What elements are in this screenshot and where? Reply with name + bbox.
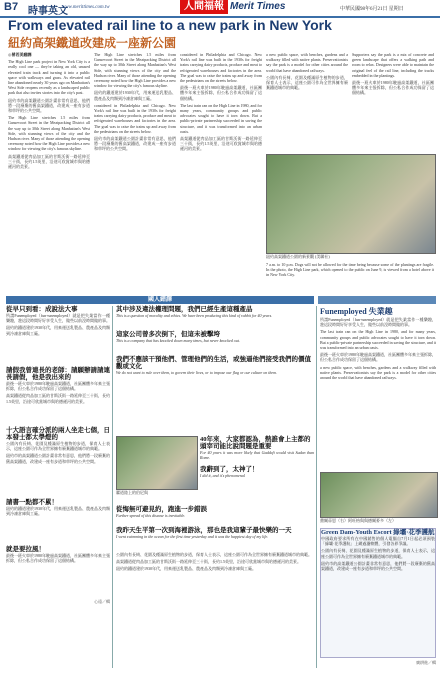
quote-text: For 40 years it was more likely that Gaddafi would visit Sudan than Rome. [200,450,314,461]
item-text [6,553,110,599]
quote-heading: 我辭到了，太神了！ [200,466,259,473]
item-paragraph: a new public space, with benches, gardens and a walkway filled with native plants. Preservationists say the park is a model for other cities around the world that have abandoned railways. [320,364,436,381]
item-heading: 十大語言確分派的兩人坐走七個，日本發士都太學燈的 [6,427,110,441]
section-band-left: 國人錯譯 [6,296,314,304]
column-divider [316,306,317,668]
en-paragraph: Supporters say the park is a mix of concrete and green landscape that offers a walking path and room to relax. Designers were able to maintain the original feel of the rail line, including the tracks embedded in the plantings. [352,52,434,78]
left-column [6,306,110,668]
right-column [320,306,436,668]
quote-heading: 這家公司曾多次倒下，但這未被擊垮 [116,331,220,338]
issue-date: 中華民國98年6月21日 星期日 [340,7,404,12]
item-text [6,441,110,499]
quote-text: Further spread of this disease is inevitable. [116,513,186,518]
green-dam-text [321,536,435,648]
middle-column [116,306,314,668]
cn-paragraph: 紐約的鐵道建於1930年代，用來運送乳製品、農產品及肉類到冷凍倉庫與工廠。 [94,90,176,101]
quote-heading: 我們不應該干預他們、管理他們的生活，或強逼他們接受我們的價值觀或文化 [116,356,311,370]
editor-credit-left: 心遠／輯 [94,599,110,604]
page-number: B7 [4,1,19,13]
quote-heading: 其中涉及違法權理問題，我們已經生產這種產品 [116,306,253,313]
article-extra [266,262,434,294]
item-heading: 就是要拉風！ [6,546,45,553]
item-paragraph: 公園內有長椅、花園及種滿原生植物的步道，保育人士表示，這座公園可作為全世界擁有廢棄鐵道城市的典範。 [6,441,110,452]
section-band-right [318,296,436,304]
cn-paragraph: 公園內有長椅、花園及種滿原生植物的步道，保育人士表示，這座公園可作為全世界擁有廢棄鐵道城市的典範。 [266,74,348,91]
quote-block [116,506,314,632]
article-column-5 [352,52,434,150]
section-title: 時事英文 [28,6,68,17]
quote-heading: 從悔無可避見約，跑進一步錯誤 [116,506,207,513]
en-paragraph: The High Line stretches 1.5 miles from Gansevoort Street in the Meatpacking District all the way up to 30th Street along Manhattan's West Side, with stunning views of the city and the Hudson river. Many of those attending the opening ceremony noted how the High Line provides a new window for viewing the city's famous skyline. [8,115,90,152]
en-paragraph: 7 a.m. to 10 p.m. Dogs will not be allowed for the time being because some of the plantings are fragile. In the photo, the High Line park, which opened to the public on June 9, is viewed from a hotel above it in New York City. [266,262,434,278]
article-headline: From elevated rail line to a new park in New York [8,17,332,33]
item-paragraph: 紐約市的高架鐵道公園計畫非常有意思，他們將一段廢棄的舊高架鐵道，改建成一座有步道和草坪的公共空間。 [6,453,110,464]
quote-heading: 40年來，大家都認為，熱誰會上主都的頭宰司能比說問題是重要 [200,436,311,450]
quote-heading: 我昨天生平第一次到海裡游泳，那也是我這輩子最快樂的一天 [116,527,292,534]
quote-english [200,450,314,466]
item-paragraph: 最後一班火車於1980年駛過高架鐵道，社區團體多年來主張拆除，但公私合作成功保留了這個結構。 [320,352,436,363]
brand-logo: 人間福報 [180,0,228,14]
quote-block [200,436,314,489]
quote-text: We do not want to rule over them, to govern their lives, or to impose our flag or our culture on them. [116,370,278,375]
item-paragraph: 高架鐵道從肉品加工區的甘斯沃街一路延伸至三十街，長約1.5英里，沿途可欣賞城市與哈德遜河的美景。 [116,559,301,565]
en-paragraph: considered in Philadelphia and Chicago. New York's rail line was built in the 1930s for freight trains carrying dairy products, produce and meat to refrigerated warehouses and factories in the area. The goal was to raise the trains up and away from the pedestrians on the streets below. [180,52,262,84]
quote-text: This is a company that has knocked down many times, but never knocked out. [116,338,240,343]
green-dam-title: Green Dam-Youth Escort 綠壩·花季護航 [321,529,435,536]
item-text [6,313,110,367]
article-subhead: 紐約高架鐵道改建成一座新公園 [8,36,177,50]
item-text [116,552,314,632]
item-paragraph: 紐約的鐵道建於1930年代，用來運送乳製品、農產品及肉類到冷凍倉庫與工廠。 [116,566,256,572]
item-heading: 從早只到看：成說法大事 [6,306,78,313]
photo-caption: 蠹道陸上的伯尼與 [116,490,148,495]
illustration-photo [320,472,438,518]
cn-paragraph: 紐約市的高架鐵道公園計畫非常有意思，他們將一段廢棄的舊高架鐵道，改建成一座有步道和草坪的公共空間。 [94,136,176,152]
cn-paragraph: 紐約市的高架鐵道公園計畫非常有意思，他們將一段廢棄的舊高架鐵道，改建成一座有步道和草坪的公共空間。 [8,97,90,114]
article-column-1 [8,52,90,292]
photo-caption: 費爾蒂恩（右）阿旺格與與德爾麥多（左） [320,518,396,523]
editor-credit-right: 廣耕進／輯 [416,660,436,665]
photo-caption: 紐約高架鐵道公園的新景觀 (美聯社) [266,254,330,259]
item-paragraph: 紐約市的高架鐵道公園計畫非常有意思，他們將一段廢棄的舊高架鐵道，改建成一座有步道和草坪的公共空間。 [321,560,435,572]
quote-english [200,473,314,489]
funemployed-title: Funemployed 失業趣 [320,307,393,316]
item-paragraph: 高架鐵道從肉品加工區的甘斯沃街一路延伸至三十街，長約1.5英里，沿途可欣賞城市與哈德遜河的美景。 [6,393,110,404]
quote-english [116,313,314,331]
item-paragraph: 最後一班火車於1980年駛過高架鐵道，社區團體多年來主張拆除，但公私合作成功保留了這個結構。 [6,381,110,392]
quote-english [116,370,314,388]
green-dam-box [320,528,436,658]
quote-text: I went swimming in the ocean for the first time yesterday and it was the happiest day of my life. [116,534,269,539]
cn-paragraph: 高架鐵道從肉品加工區的甘斯沃街一路延伸至三十街，長約1.5英里，沿途可欣賞城市與哈德遜河的美景。 [180,136,262,152]
quote-text: This is a question of morality and ethics. We have been producing this kind of rabbit for 40 years. [116,313,273,318]
item-paragraph: 公園內有長椅、花園及種滿原生植物的步道，保育人士表示，這座公園可作為全世界擁有廢棄鐵道城市的典範。 [321,548,435,559]
funemployed-text [320,317,436,467]
item-paragraph: 紐約的鐵道建於1930年代，用來運送乳製品、農產品及肉類到冷凍倉庫與工廠。 [6,325,110,336]
article-photo [266,154,436,254]
en-paragraph: a new public space, with benches, gardens and a walkway filled with native plants. Preservationists say the park is a model for other cities around the world that have abandoned railways. [266,52,348,73]
en-paragraph: The High Line park project in New York City is a really cool one — they're taking an old, unused elevated train track and turning it into a public space with walkways and grass. As elevated rail line abandoned nearly 30 years ago on Manhattan's West Side reopens recently as a landscaped public park that also invites stories into the city's past. [8,59,90,96]
item-paragraph: 所謂Funemployed（fun+unemployed）就是把失業當作一種樂趣，趁這段時間好好享受人生，做些以前沒時間做的事。 [320,317,436,328]
item-heading: 請假我曾連長的老師：請願辦請請連長請假，他是我出來的 [6,367,110,381]
portrait-photo [116,436,198,490]
brand-english: Merit Times [230,1,286,12]
quote-english [116,338,314,356]
cn-paragraph: 最後一班火車於1980年駛過高架鐵道，社區團體多年來主張拆除，但公私合作成功保留了這個結構。 [180,85,262,101]
item-text [6,381,110,427]
quote-text: I did it, and it's phenomenal [200,473,245,478]
cn-paragraph: 最後一班火車於1980年駛過高架鐵道，社區團體多年來主張拆除，但公私合作成功保留了這個結構。 [352,80,434,96]
en-paragraph: The High Line stretches 1.5 miles from Gansevoort Street in the Meatpacking District all the way up to 30th Street along Manhattan's West Side, with stunning views of the city and the Hudson river. Many of those attending the opening ceremony noted how the High Line provides a new window for viewing the city's famous skyline. [94,52,176,89]
quote-english [116,534,314,552]
byline: ◎曾若美翻譯 [8,52,32,57]
item-paragraph: 最後一班火車於1980年駛過高架鐵道，社區團體多年來主張拆除，但公私合作成功保留了這個結構。 [6,553,110,564]
en-paragraph: considered in Philadelphia and Chicago. New York's rail line was built in the 1930s for freight trains carrying dairy products, produce and meat to refrigerated warehouses and factories in the area. The goal was to raise the trains up and away from the pedestrians on the streets below. [94,102,176,134]
site-url[interactable]: www.merittimes.com.tw [62,5,110,10]
article-column-2 [94,52,176,292]
item-heading: 請書一點都不累！ [6,499,58,506]
article-column-4 [266,52,348,150]
item-paragraph: 紐約的鐵道建於1930年代，用來運送乳製品、農產品及肉類到冷凍倉庫與工廠。 [6,506,110,517]
en-paragraph: The last train ran on the High Line in 1980, and for many years, community groups and public advocates sought to have it torn down. But a public-private partnership succeeded in saving the structure, and it was transformed into an urban oasis. [180,102,262,134]
column-divider [112,306,113,668]
item-paragraph: 所謂Funemployed（fun+unemployed）就是把失業當作一種樂趣，趁這段時間好好享受人生，做些以前沒時間做的事。 [6,313,110,324]
quote-english [116,513,314,527]
item-paragraph: 中國政府要求所有在中國銷售的個人電腦自7月1日起必須預裝「綠壩·花季護航」上網過濾軟體，引發各界爭議。 [321,536,435,547]
item-paragraph: 公園內有長椅、花園及種滿原生植物的步道，保育人士表示，這座公園可作為全世界擁有廢棄鐵道城市的典範。 [116,552,312,557]
item-paragraph: The last train ran on the High Line in 1980, and for many years, community groups and public advocates sought to have it torn down. But a public-private partnership succeeded in saving the structure, and it was transformed into an urban oasis. [320,329,436,351]
item-text [6,506,110,546]
article-column-3 [180,52,262,292]
cn-paragraph: 高架鐵道從肉品加工區的甘斯沃街一路延伸至三十街，長約1.5英里，沿途可欣賞城市與哈德遜河的美景。 [8,153,90,170]
